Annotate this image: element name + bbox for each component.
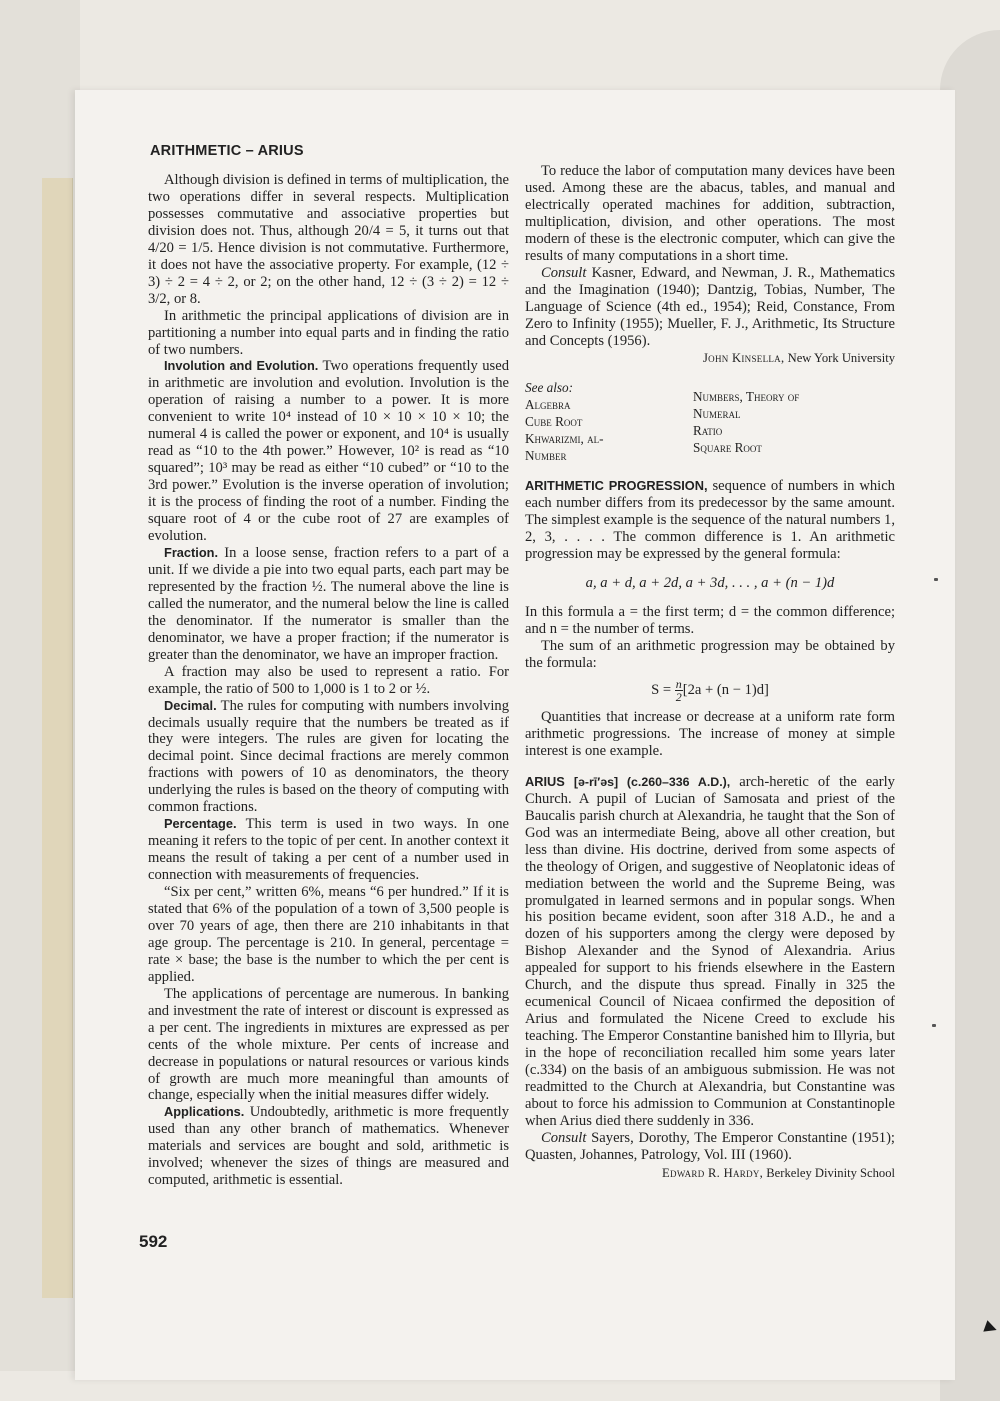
consult-text-arius: Sayers, Dorothy, The Emperor Constantine (1951); Quasten, Johannes, Patrology, Vol. III (1960). [525, 1129, 895, 1163]
fraction-text: In a loose sense, fraction refers to a part of a unit. If we divide a pie into two equal parts, each part may be represented by the fraction ½. The numeral above the line is called the numerator, and the numeral below the line is called the denominator. If the numerator is smaller than the denominator, we have a proper fraction; if the numerator is greater than the denominator, we have an improper fraction. [148, 544, 509, 663]
see-also-label: See also: [525, 380, 573, 396]
involution-text: Two operations frequently used in arithmetic are involution and evolution. Involution is the operation of raising a number to a power. It is more convenient to write 10⁴ instead of 10 × 10 × 10 × 10; the numeral 4 is called the power or exponent, and 10⁴ is usually read as “10 to the 4th power.” However, 10² is read as “10 squared”; 10³ may be read as either “10 cubed” or “10 to the 3rd power.” Evolution is the inverse operation of involution; it is the process of finding the root of a number. Finding the square root of 4 or the cube root of 27 are examples of evolution. [148, 358, 509, 545]
arius-entry [525, 774, 895, 1130]
percentage-text: This term is used in two ways. In one meaning it refers to the topic of per cent. In another context it means the result of taking a per cent of a number used in connection with measurements of frequencies. [148, 816, 509, 884]
applications-heading: Applications. [164, 1104, 245, 1120]
page-number: 592 [139, 1232, 168, 1251]
right-column [525, 163, 895, 1182]
fraction-section [148, 545, 509, 664]
applications-section [148, 1104, 509, 1189]
fraction-ratio-paragraph: A fraction may also be used to represent a ratio. For example, the ratio of 500 to 1,000 is 1 to 2 or ½. [148, 663, 509, 697]
sum-formula-lhs: S = [651, 681, 672, 698]
page-speck [932, 1024, 936, 1027]
progression-formula: a, a + d, a + 2d, a + 3d, . . . , a + (n − 1)d [585, 575, 835, 592]
consult-references [525, 265, 895, 350]
formula-explanation: In this formula a = the first term; d = the common difference; and n = the number of terms. [525, 604, 895, 638]
sum-formula [525, 678, 895, 703]
see-also-item[interactable]: Numeral [693, 406, 741, 422]
arithmetic-progression-entry [525, 478, 895, 563]
percentage-section [148, 816, 509, 884]
author-signature [525, 350, 895, 367]
fraction-numerator: n [675, 676, 682, 691]
arius-heading: ARIUS [525, 773, 565, 789]
left-column [148, 172, 509, 1189]
author-name: John Kinsella, [702, 351, 785, 366]
running-header: ARITHMETIC – ARIUS [150, 143, 304, 159]
applications-text: Undoubtedly, arithmetic is more frequently used than any other branch of mathematics. Whenever materials and services are bought and sold, arithmetic is involved; whenever the sizes of things are measured and computed, arithmetic is essential. [148, 1104, 509, 1189]
author-signature-arius [525, 1165, 895, 1182]
consult-references-arius [525, 1130, 895, 1164]
see-also-item[interactable]: Algebra [525, 397, 571, 413]
sum-formula-fraction [675, 678, 683, 703]
decimal-section [148, 698, 509, 817]
author-name-arius: Edward R. Hardy, [662, 1165, 764, 1180]
author-affiliation: New York University [787, 351, 895, 366]
decimal-text: The rules for computing with numbers involving decimals usually require that the numbers be treated as if they were integers. The rules are given for locating the decimal point. Since decimal fractions are merely common fractions with powers of 10 as denominators, the theory underlying the rules is based on the theory of computing with common fractions. [148, 697, 509, 816]
division-applications-paragraph: In arithmetic the principal applications of division are in partitioning a number into equal parts and in finding the ratio of two numbers. [148, 307, 509, 358]
progression-text: sequence of numbers in which each number differs from its predecessor by the same amount. The simplest example is the sequence of the natural numbers 1, 2, 3, . . . . The common difference is 1. An arithmetic progression may be expressed by the general formula: [525, 478, 896, 563]
consult-label: Consult [541, 264, 587, 281]
sum-paragraph: The sum of an arithmetic progression may be obtained by the formula: [525, 638, 895, 672]
fraction-denominator: 2 [675, 689, 682, 704]
sum-formula-rhs: [2a + (n − 1)d] [682, 681, 769, 698]
percentage-example-paragraph: “Six per cent,” written 6%, means “6 per hundred.” If it is stated that 6% of the population of a town of 3,500 people is over 70 years of age, then there are 210 inhabitants in that age group. The percentage is 210. In general, percentage = rate × base; the base is the number to which the per cent is applied. [148, 884, 509, 985]
see-also-item[interactable]: Number [525, 448, 567, 464]
fraction-heading: Fraction. [164, 544, 219, 560]
computation-devices-paragraph: To reduce the labor of computation many devices have been used. Among these are the abacus, tables, and manual and electrically operated machines for addition, subtraction, multiplication, division, and other operations. The most modern of these is the electronic computer, which can give the results of many computations in a short time. [525, 163, 895, 264]
author-affiliation-arius: Berkeley Divinity School [766, 1165, 895, 1180]
see-also-item[interactable]: Khwarizmi, al- [525, 431, 604, 447]
arius-text: arch-heretic of the early Church. A pupil of Lucian of Samosata and priest of the Baucalis parish church at Alexandria, he taught that the Son of God was an intermediate Being, above all other creation, but less than divine. His doctrine, derived from some aspects of the theology of Origen, and suggestive of Neoplatonic ideas of mediation between the world and the Supreme Being, was promulgated in learned sermons and in popular songs. When his position became evident, soon after 318 A.D., he and a dozen of his supporters among the clergy were deposed by Bishop Alexander and the Synod of Alexandria. Arius appealed for support to his friends elsewhere in the Eastern Church, and the dispute thus spread. Finally in 325 the ecumenical Council of Nicaea confirmed the deposition of Arius and formulated the Nicene Creed to exclude his teaching. The Emperor Constantine banished him to Illyria, but in the hope of reconciliation recalled him some years later (c.334) on the basis of an ambiguous submission. He was not readmitted to the Church at Alexandria, but Constantine was about to force his admission to Communion at Constantinople when Arius died there suddenly in 336. [525, 773, 895, 1129]
see-also-column-2 [693, 388, 799, 464]
book-cover-edge [42, 178, 73, 1298]
see-also-item[interactable]: Ratio [693, 423, 723, 439]
progression-heading: ARITHMETIC PROGRESSION, [525, 478, 708, 494]
page-speck [934, 578, 938, 581]
see-also-item[interactable]: Numbers, Theory of [693, 389, 800, 405]
see-also-block [525, 379, 895, 464]
decimal-heading: Decimal. [164, 697, 217, 713]
division-paragraph: Although division is defined in terms of multiplication, the two operations differ in several respects. Multiplication possesses commutative and associative properties but division does not. Thus, although 20/4 = 5, it turns out that 4/20 = 1/5. Hence division is not commutative. Furthermore, it does not have the associative property. For example, (12 ÷ 3) ÷ 2 = 4 ÷ 2, or 2; on the other hand, 12 ÷ (3 ÷ 2) = 12 ÷ 3/2, or 8. [148, 172, 509, 307]
see-also-column-1 [525, 379, 693, 464]
consult-label-arius: Consult [541, 1129, 587, 1146]
quantities-paragraph: Quantities that increase or decrease at a uniform rate form arithmetic progressions. The increase of money at simple interest is one example. [525, 708, 895, 759]
see-also-item[interactable]: Cube Root [525, 414, 583, 430]
percentage-applications-paragraph: The applications of percentage are numerous. In banking and investment the rate of interest or discount is expressed as a per cent. The ingredients in mixtures are expressed as per cents of the whole mixture. Per cents of increase and decrease in populations or natural resources or various kinds of growth are much more meaningful than amounts of change, especially when the initial measures differ widely. [148, 985, 509, 1104]
arius-pronunciation: [ə-rī′əs] (c.260–336 A.D.), [573, 774, 731, 789]
involution-section [148, 358, 509, 544]
percentage-heading: Percentage. [164, 816, 237, 832]
see-also-item[interactable]: Square Root [693, 440, 762, 456]
involution-heading: Involution and Evolution. [164, 358, 319, 374]
consult-text: Kasner, Edward, and Newman, J. R., Mathematics and the Imagination (1940); Dantzig, Tobias, Number, The Language of Science (4th ed., 1954); Reid, Constance, From Zero to Infinity (1955); Mueller, F. J., Arithmetic, Its Structure and Concepts (1956). [525, 264, 895, 349]
